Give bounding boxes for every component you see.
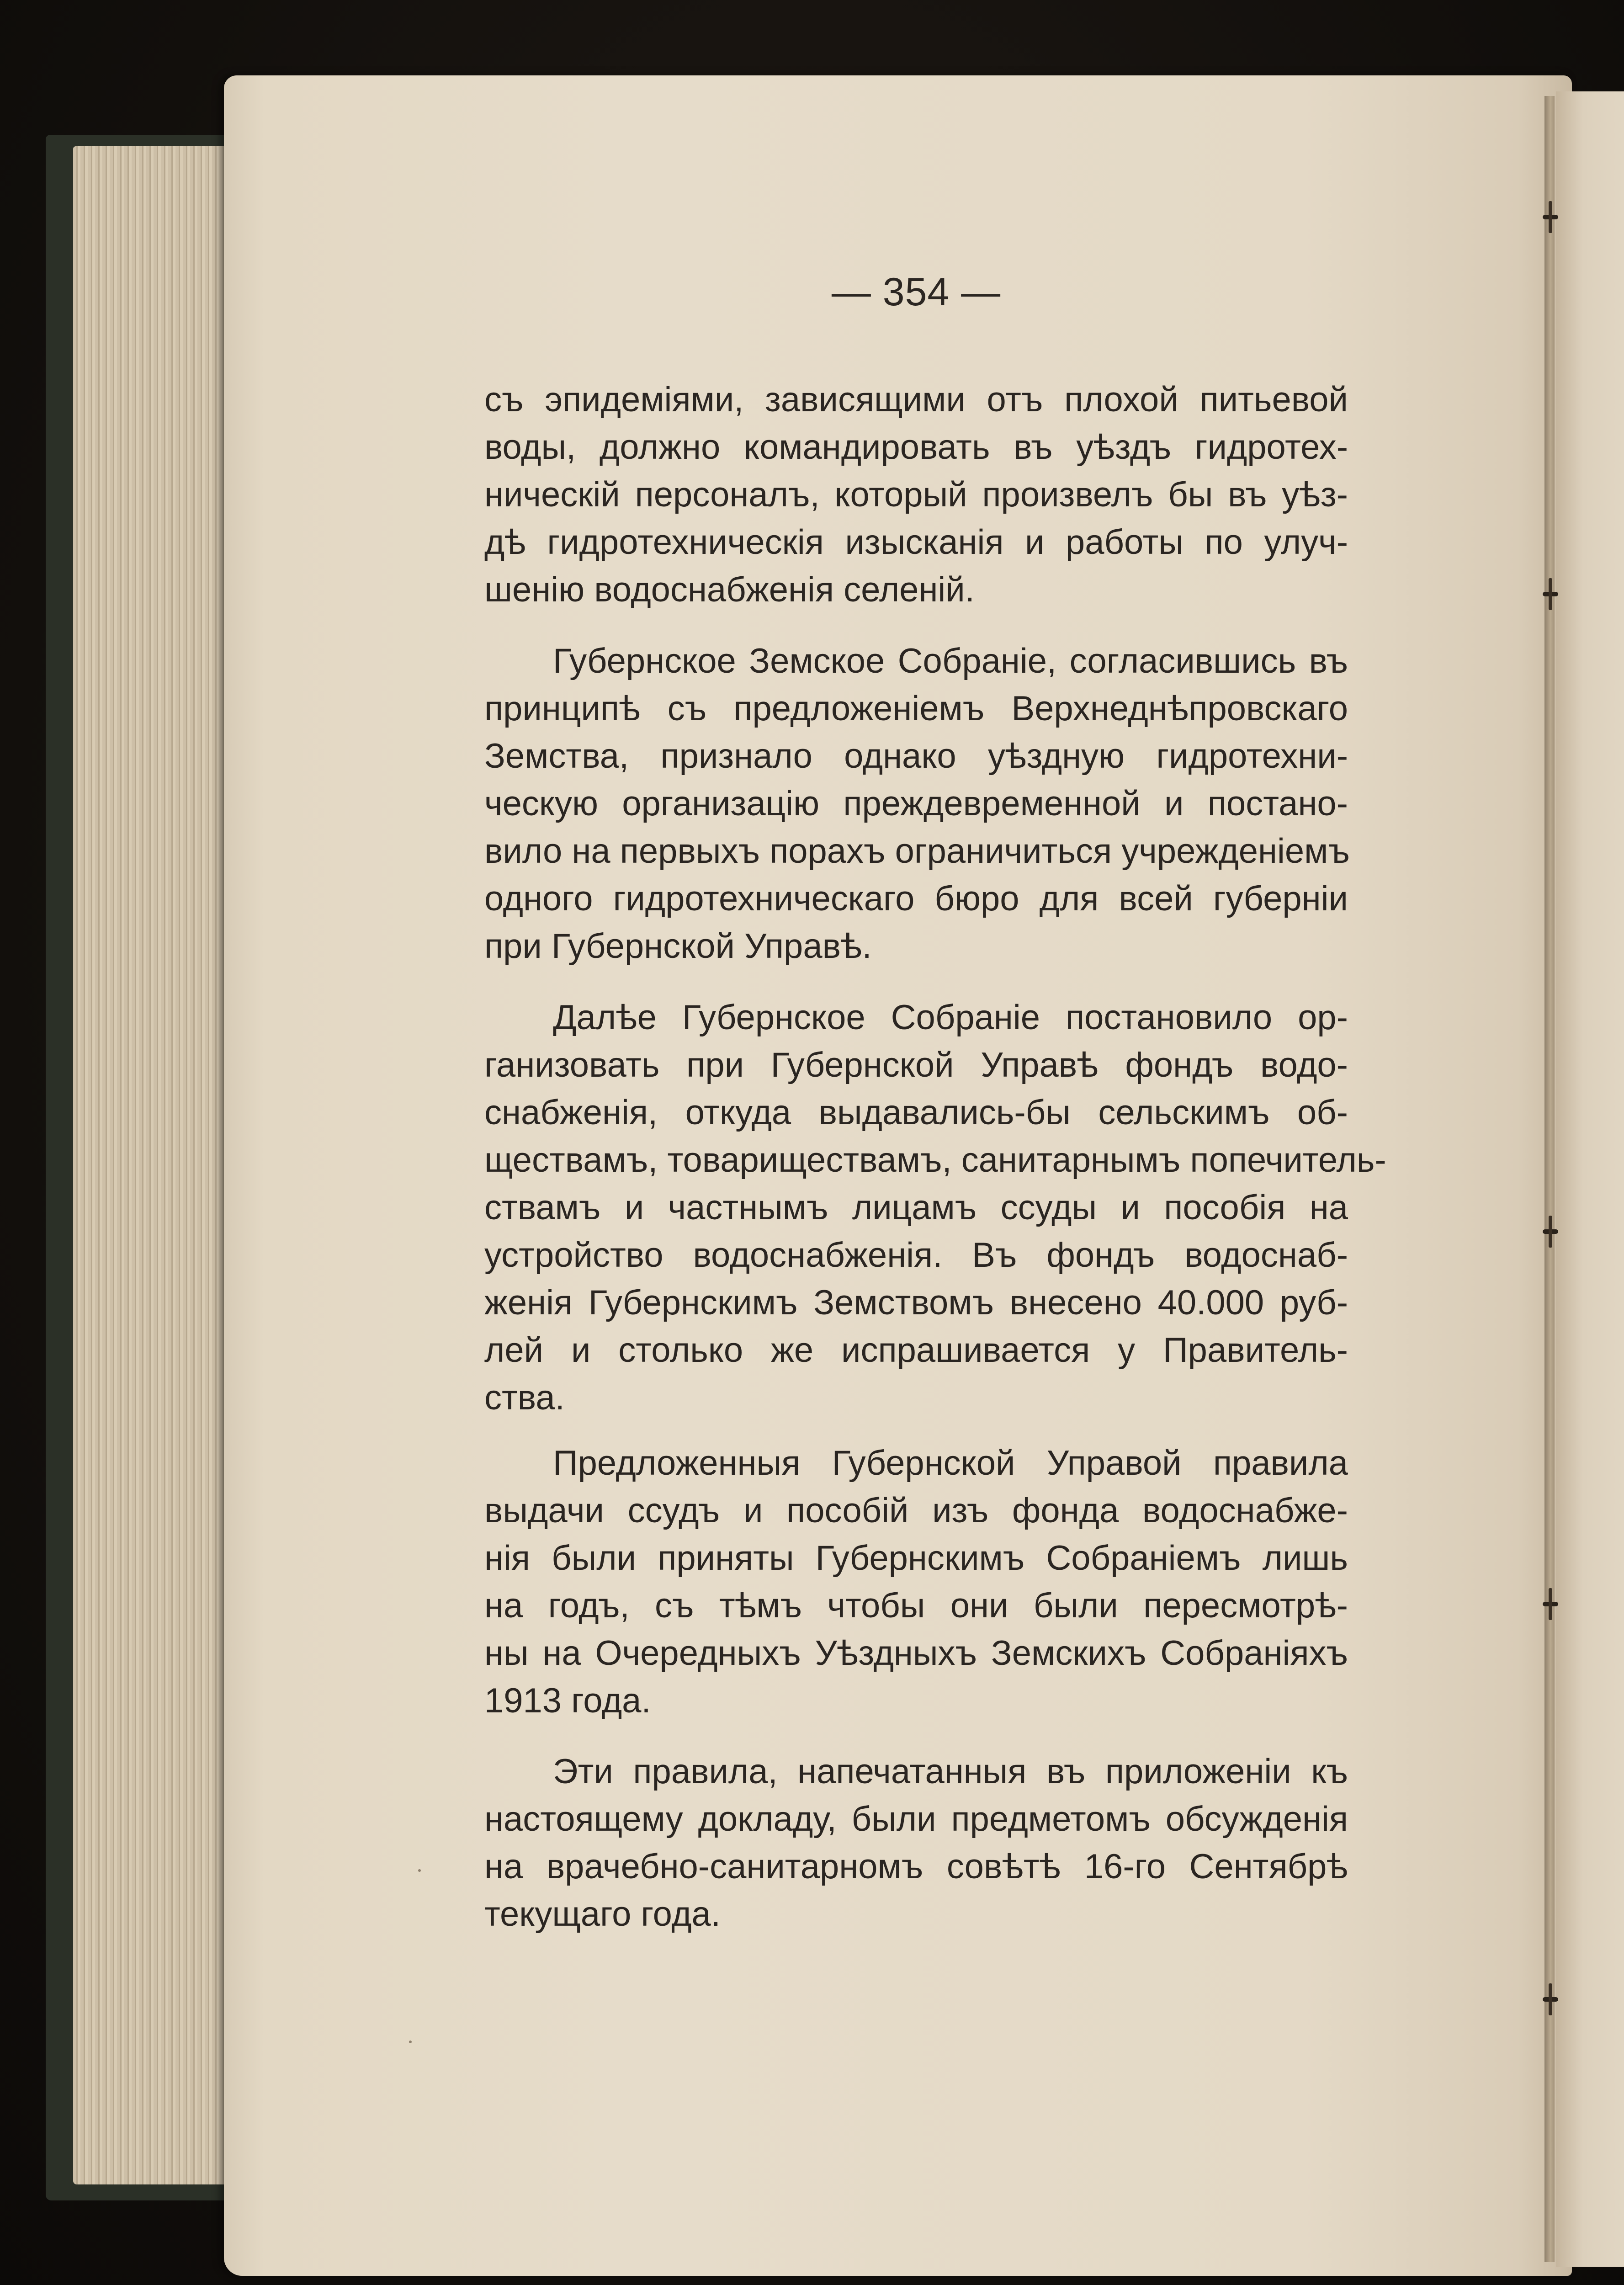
text-line: 1913 года.: [484, 1681, 651, 1720]
binding-stitch: [1543, 592, 1558, 596]
text-line: женія Губернскимъ Земствомъ внесено 40.000 руб-: [484, 1283, 1348, 1322]
text-line: Далѣе Губернское Собраніе постановило ор-: [553, 998, 1348, 1037]
text-line: лей и столько же испрашивается у Правитель-: [484, 1331, 1348, 1370]
text-line: текущаго года.: [484, 1895, 721, 1934]
binding-stitch: [1543, 215, 1558, 219]
text-line: воды, должно командировать въ уѣздъ гидротех-: [484, 428, 1348, 467]
binding-stitch: [1543, 1997, 1558, 2002]
text-line: съ эпидеміями, зависящими отъ плохой питьевой: [484, 380, 1348, 419]
text-line: ганизовать при Губернской Управѣ фондъ водо-: [484, 1046, 1348, 1084]
text-line: настоящему докладу, были предметомъ обсужденія: [484, 1800, 1348, 1839]
paragraph-2: [484, 638, 1348, 970]
book-gutter: [1544, 96, 1555, 2262]
text-line: одного гидротехническаго бюро для всей губерніи: [484, 879, 1348, 918]
text-line: нія были приняты Губернскимъ Собраніемъ лишь: [484, 1539, 1348, 1578]
text-line: устройство водоснабженія. Въ фондъ водоснаб-: [484, 1236, 1348, 1275]
text-line: ническій персоналъ, который произвелъ бы въ уѣз-: [484, 475, 1348, 514]
text-line: ны на Очередныхъ Уѣздныхъ Земскихъ Собраніяхъ: [484, 1634, 1348, 1673]
text-line: при Губернской Управѣ.: [484, 927, 872, 966]
paper-speck: [409, 2041, 412, 2043]
text-line: ческую организацію преждевременной и постано-: [484, 784, 1348, 823]
text-line: Предложенныя Губернской Управой правила: [553, 1444, 1348, 1483]
paragraph-4: [484, 1440, 1348, 1725]
text-line: выдачи ссудъ и пособій изъ фонда водоснабже-: [484, 1491, 1348, 1530]
facing-page-edge: [1556, 91, 1624, 2267]
text-line: Эти правила, напечатанныя въ приложеніи къ: [553, 1752, 1348, 1791]
text-line: снабженія, откуда выдавались-бы сельскимъ об-: [484, 1093, 1348, 1132]
text-line: вило на первыхъ порахъ ограничиться учрежденіемъ: [484, 832, 1350, 871]
text-line: ства.: [484, 1378, 565, 1417]
text-line: принципѣ съ предложеніемъ Верхнеднѣпровскаго: [484, 689, 1348, 728]
text-line: ществамъ, товариществамъ, санитарнымъ попечитель-: [484, 1141, 1386, 1180]
page-edges: [73, 146, 247, 2184]
text-line: шенію водоснабженія селеній.: [484, 570, 975, 609]
text-line: ствамъ и частнымъ лицамъ ссуды и пособія на: [484, 1188, 1348, 1227]
binding-stitch: [1543, 1602, 1558, 1606]
text-line: на годъ, съ тѣмъ чтобы они были пересмотрѣ-: [484, 1586, 1348, 1625]
paper-speck: [418, 1869, 421, 1872]
paragraph-5: [484, 1748, 1348, 1938]
text-line: на врачебно-санитарномъ совѣтѣ 16-го Сентябрѣ: [484, 1847, 1348, 1886]
page-number: — 354 —: [831, 270, 1001, 314]
text-line: Земства, признало однако уѣздную гидротехни-: [484, 737, 1348, 776]
text-line: дѣ гидротехническія изысканія и работы по улуч-: [484, 523, 1348, 562]
paragraph-1: [484, 376, 1348, 614]
paragraph-3: [484, 994, 1386, 1422]
binding-stitch: [1543, 1229, 1558, 1234]
text-line: Губернское Земское Собраніе, согласившись въ: [553, 642, 1348, 680]
